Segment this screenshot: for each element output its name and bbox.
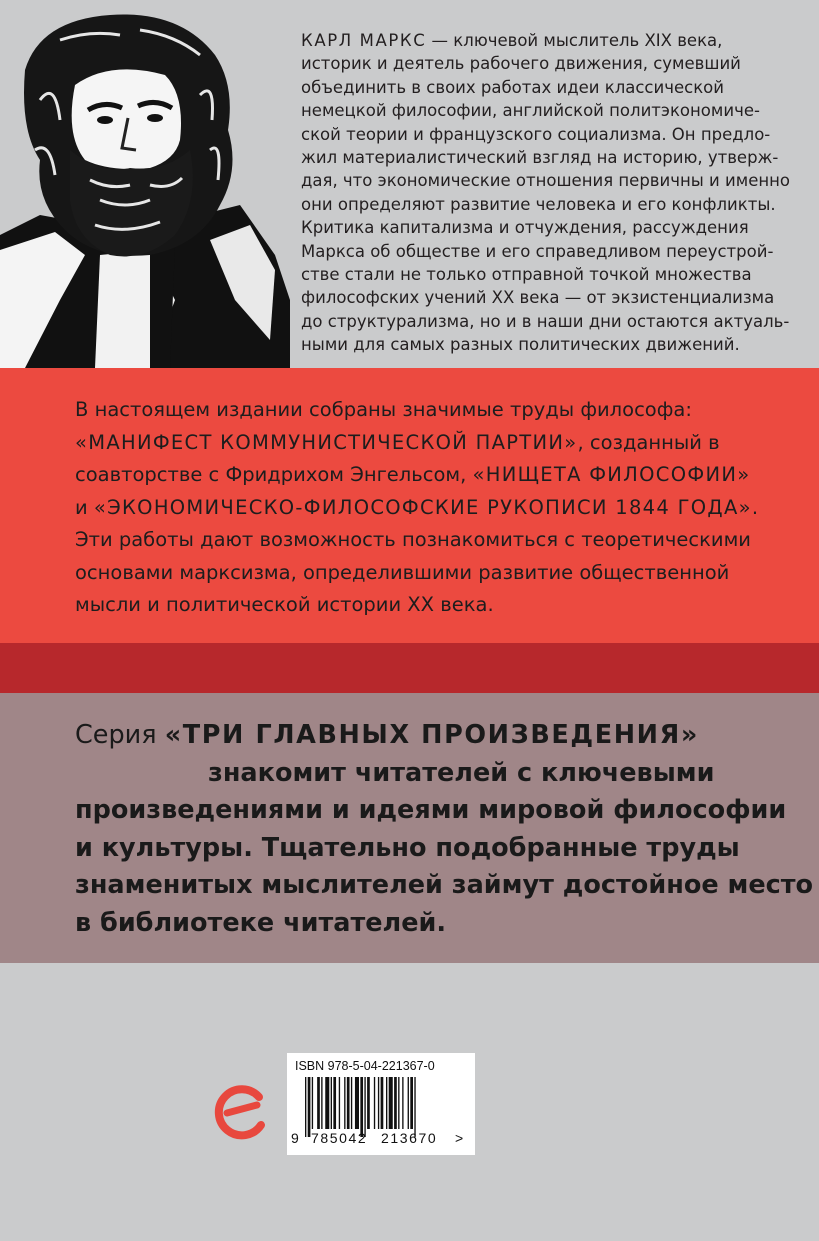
- edition-line: мысли и политической истории XX века.: [75, 593, 494, 616]
- barcode-bar: [308, 1077, 311, 1137]
- isbn-label: ISBN 978-5-04-221367-0: [295, 1059, 435, 1073]
- work-title-manuscripts: «ЭКОНОМИЧЕСКО-ФИЛОСОФСКИЕ РУКОПИСИ 1844 ГОДА»: [93, 495, 752, 519]
- edition-text: .: [751, 495, 759, 519]
- bio-text: — ключевой мыслитель XIX века,: [426, 31, 723, 50]
- barcode-bar: [333, 1077, 336, 1129]
- edition-line: Эти работы дают возможность познакомиться с теоретическими: [75, 528, 751, 551]
- series-title: «ТРИ ГЛАВНЫХ ПРОИЗВЕДЕНИЯ»: [164, 720, 699, 750]
- barcode-bar: [305, 1077, 306, 1137]
- barcode-digit-group-1: 785042: [311, 1130, 368, 1146]
- barcode-bar: [394, 1077, 397, 1129]
- series-line: [75, 717, 775, 755]
- cover-top-section: [0, 0, 819, 368]
- barcode-bar: [378, 1077, 379, 1129]
- bio-line: Критика капитализма и отчуждения, рассуждения: [301, 218, 749, 238]
- bio-line: немецкой философии, английской политэкономиче-: [301, 101, 760, 121]
- barcode-bar: [321, 1077, 322, 1129]
- series-line: знакомит читателей с ключевыми: [208, 757, 715, 788]
- edition-text: и: [75, 495, 94, 519]
- barcode-bar: [381, 1077, 384, 1129]
- barcode-panel: [287, 1053, 475, 1155]
- edition-description: [75, 394, 775, 622]
- bio-line: они определяют развитие человека и его конфликты.: [301, 194, 776, 214]
- series-line: в библиотеке читателей.: [75, 907, 447, 938]
- barcode-bar: [402, 1077, 403, 1129]
- barcode-bar: [408, 1077, 409, 1129]
- bio-line: философских учений XX века — от экзистенциализма: [301, 288, 775, 308]
- bio-line: ными для самых разных политических движений.: [301, 335, 740, 355]
- barcode-bar: [410, 1077, 413, 1129]
- edition-line: [75, 492, 775, 525]
- edition-line: [75, 427, 775, 460]
- barcode-bar: [360, 1077, 363, 1137]
- author-bio: [301, 29, 791, 357]
- barcode-bar: [325, 1077, 329, 1129]
- barcode-digit-group-2: 213670: [381, 1130, 438, 1146]
- barcode-bar: [331, 1077, 332, 1129]
- barcode-digit-lead: 9: [291, 1130, 299, 1146]
- series-prefix: Серия: [75, 720, 165, 750]
- publisher-e-logo-icon: [213, 1083, 271, 1141]
- barcode-bar: [367, 1077, 370, 1129]
- bio-line: объединить в своих работах идеи классической: [301, 77, 724, 97]
- bio-line: Маркса об обществе и его справедливом переустрой-: [301, 241, 774, 261]
- karl-marx-portrait: [0, 0, 290, 368]
- barcode-bar: [339, 1077, 340, 1129]
- edition-text: , созданный в: [577, 430, 720, 454]
- work-title-poverty: «НИЩЕТА ФИЛОСОФИИ»: [472, 463, 751, 486]
- barcode-bar: [386, 1077, 387, 1129]
- edition-line: [75, 459, 775, 492]
- bio-line: дая, что экономические отношения первичны и именно: [301, 171, 791, 191]
- barcode-bar: [398, 1077, 399, 1129]
- bio-line: ской теории и французского социализма. Он предло-: [301, 124, 771, 144]
- bio-line: [301, 29, 781, 52]
- barcode-bar: [355, 1077, 359, 1129]
- bio-line: до структурализма, но и в наши дни остаются актуаль-: [301, 311, 790, 331]
- bio-line: историк и деятель рабочего движения, сумевший: [301, 54, 741, 74]
- series-line: и культуры. Тщательно подобранные труды: [75, 832, 740, 863]
- barcode-bar: [351, 1077, 352, 1129]
- divider-band: [0, 643, 819, 693]
- barcode-bar: [347, 1077, 350, 1129]
- barcode-bar: [414, 1077, 415, 1137]
- series-description: [75, 717, 814, 942]
- barcode-bar: [374, 1077, 375, 1129]
- edition-line: В настоящем издании собраны значимые труды философа:: [75, 398, 692, 421]
- barcode-digit-tail: >: [455, 1130, 464, 1146]
- author-name: КАРЛ МАРКС: [301, 31, 427, 50]
- work-title-manifesto: «МАНИФЕСТ КОММУНИСТИЧЕСКОЙ ПАРТИИ»: [75, 430, 578, 454]
- barcode-bar: [364, 1077, 365, 1137]
- edition-line: основами марксизма, определившими развитие общественной: [75, 560, 730, 584]
- barcode-bars: [305, 1077, 455, 1137]
- barcode-bar: [312, 1077, 313, 1129]
- series-line: произведениями и идеями мировой философии: [75, 795, 787, 825]
- bio-line: жил материалистический взгляд на историю, утверж-: [301, 148, 779, 168]
- barcode-bar: [317, 1077, 320, 1129]
- edition-text: соавторстве с Фридрихом Энгельсом,: [75, 463, 473, 486]
- series-line: знаменитых мыслителей займут достойное место: [75, 870, 814, 900]
- barcode-bar: [344, 1077, 345, 1129]
- barcode-bar: [389, 1077, 393, 1129]
- bio-line: стве стали не только отправной точкой множества: [301, 265, 752, 285]
